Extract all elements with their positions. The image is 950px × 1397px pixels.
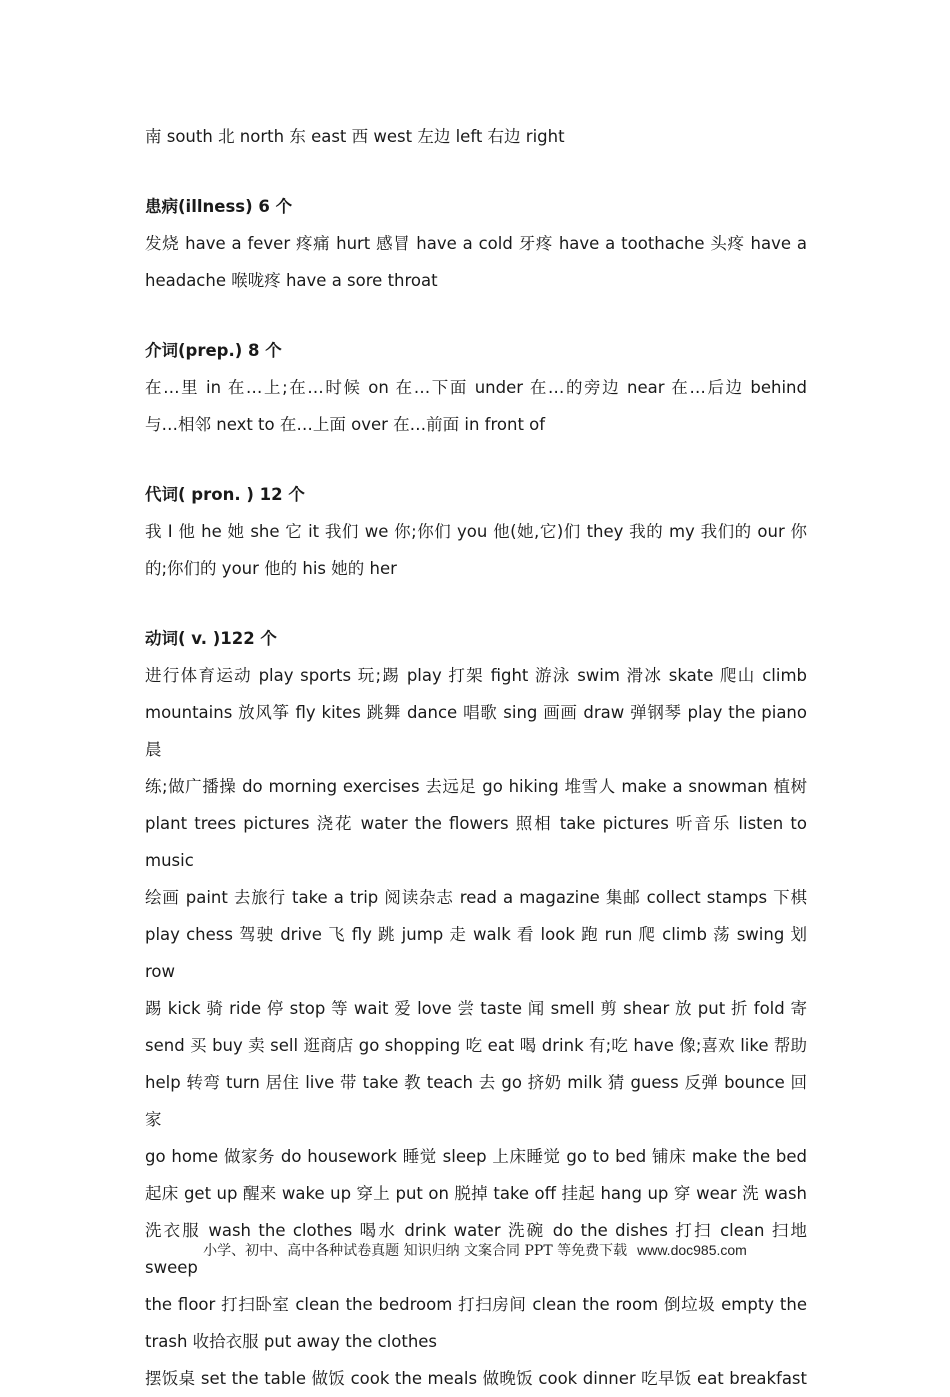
prep-heading: 介词(prep.) 8 个: [145, 341, 282, 360]
pron-heading: 代词( pron. ) 12 个: [145, 485, 305, 504]
verbs-line: 摆饭桌 set the table 做饭 cook the meals 做晚饭 cook dinner 吃早饭 eat breakfast: [145, 1369, 807, 1388]
verbs-heading: 动词( v. )122 个: [145, 629, 277, 648]
verbs-line: play chess 驾驶 drive 飞 fly 跳 jump 走 walk 看 look 跑 run 爬 climb 荡 swing 划 row: [145, 925, 807, 981]
verbs-line: the floor 打扫卧室 clean the bedroom 打扫房间 clean the room 倒垃圾 empty the: [145, 1295, 807, 1314]
verbs-line: 练;做广播操 do morning exercises 去远足 go hiking 堆雪人 make a snowman 植树: [145, 777, 807, 796]
footer-link[interactable]: www.doc985.com: [637, 1242, 747, 1258]
pron-line-1: 我 I 他 he 她 she 它 it 我们 we 你;你们 you 他(她,它)们 they 我的 my 我们的 our 你: [145, 522, 807, 541]
illness-heading: 患病(illness) 6 个: [145, 197, 293, 216]
verbs-line: 起床 get up 醒来 wake up 穿上 put on 脱掉 take off 挂起 hang up 穿 wear 洗 wash: [145, 1184, 807, 1203]
prep-line-2: 与…相邻 next to 在…上面 over 在…前面 in front of: [145, 415, 546, 434]
verbs-line: 洗衣服 wash the clothes 喝水 drink water 洗碗 do the dishes 打扫 clean 扫地 sweep: [145, 1221, 807, 1277]
page-footer: [0, 1240, 950, 1260]
verbs-line: 绘画 paint 去旅行 take a trip 阅读杂志 read a magazine 集邮 collect stamps 下棋: [145, 888, 807, 907]
verbs-line: mountains 放风筝 fly kites 跳舞 dance 唱歌 sing 画画 draw 弹钢琴 play the piano 晨: [145, 703, 807, 759]
illness-line-1: 发烧 have a fever 疼痛 hurt 感冒 have a cold 牙疼 have a toothache 头疼 have a: [145, 234, 807, 253]
verbs-line: trash 收拾衣服 put away the clothes: [145, 1332, 438, 1351]
directions-line: 南 south 北 north 东 east 西 west 左边 left 右边 right: [145, 127, 565, 146]
pron-line-2: 的;你们的 your 他的 his 她的 her: [145, 559, 397, 578]
verbs-line: 踢 kick 骑 ride 停 stop 等 wait 爱 love 尝 taste 闻 smell 剪 shear 放 put 折 fold 寄: [145, 999, 807, 1018]
illness-line-2: headache 喉咙疼 have a sore throat: [145, 271, 438, 290]
verbs-line: help 转弯 turn 居住 live 带 take 教 teach 去 go 挤奶 milk 猜 guess 反弹 bounce 回家: [145, 1073, 807, 1129]
verbs-line: go home 做家务 do housework 睡觉 sleep 上床睡觉 go to bed 铺床 make the bed: [145, 1147, 807, 1166]
footer-text: 小学、初中、高中各种试卷真题 知识归纳 文案合同 PPT 等免费下载: [203, 1243, 628, 1259]
document-body: [145, 118, 807, 1397]
verbs-line: 进行体育运动 play sports 玩;踢 play 打架 fight 游泳 swim 滑冰 skate 爬山 climb: [145, 666, 807, 685]
verbs-line: plant trees pictures 浇花 water the flowers 照相 take pictures 听音乐 listen to music: [145, 814, 807, 870]
verbs-line: send 买 buy 卖 sell 逛商店 go shopping 吃 eat 喝 drink 有;吃 have 像;喜欢 like 帮助: [145, 1036, 807, 1055]
prep-line-1: 在…里 in 在…上;在…时候 on 在…下面 under 在…的旁边 near 在…后边 behind: [145, 378, 807, 397]
